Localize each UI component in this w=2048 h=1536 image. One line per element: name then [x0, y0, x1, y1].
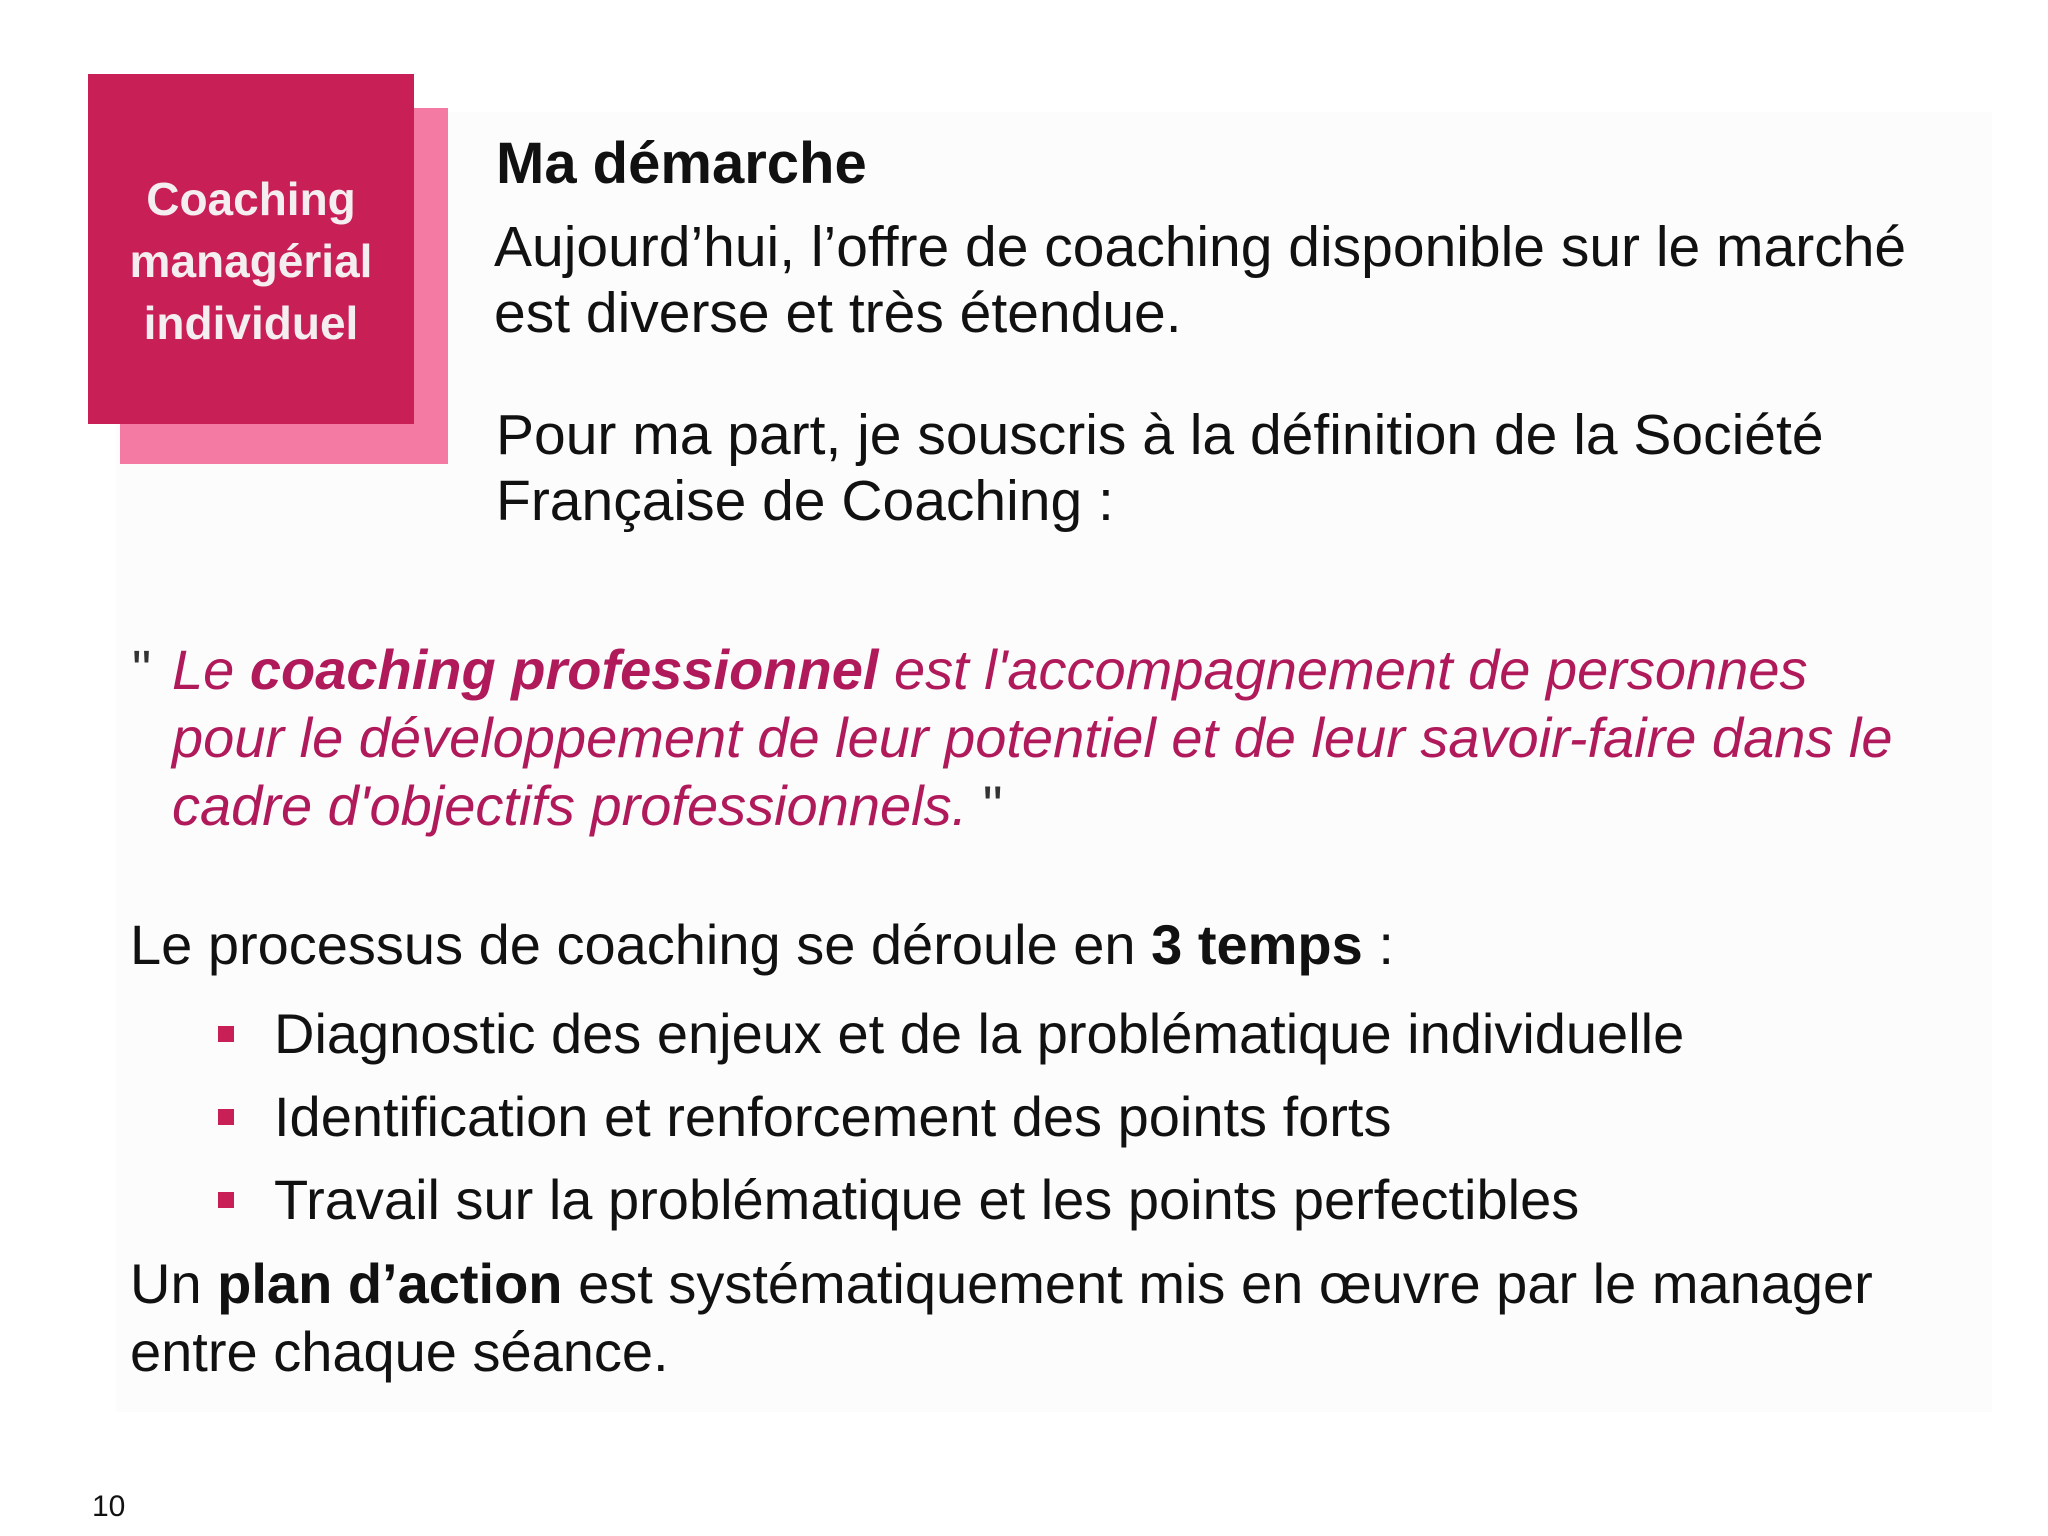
- process-bullet-item-2: [218, 1075, 1898, 1158]
- bullet-square-icon: [218, 1026, 234, 1042]
- badge-line-3: individuel: [143, 297, 359, 349]
- quote-lead: Le: [172, 638, 235, 701]
- process-bold: 3 temps: [1151, 913, 1363, 976]
- bullet-text-1: Diagnostic des enjeux et de la problématique individuelle: [274, 1002, 1685, 1065]
- quote-line-3: cadre d'objectifs professionnels.: [172, 774, 968, 837]
- action-plan-paragraph: [130, 1250, 1970, 1386]
- quote-close-mark: ": [982, 774, 1003, 837]
- quote-bold-term: coaching professionnel: [249, 638, 879, 701]
- intro-paragraph-1-line-1: Aujourd’hui, l’offre de coaching disponible sur le marché: [494, 215, 1907, 279]
- intro-paragraph-1-line-2: est diverse et très étendue.: [494, 281, 1182, 345]
- process-prefix: Le processus de coaching se déroule en: [130, 913, 1136, 976]
- badge-line-1: Coaching: [146, 173, 356, 225]
- quote-body: [172, 636, 1972, 840]
- bullet-square-icon: [218, 1109, 234, 1125]
- action-prefix: Un: [130, 1252, 202, 1315]
- process-bullet-item-1: [218, 992, 1898, 1075]
- intro-paragraph-2: [496, 402, 1956, 534]
- intro-paragraph-2-line-1: Pour ma part, je souscris à la définition de la Société: [496, 403, 1824, 467]
- quote-line-2: pour le développement de leur potentiel et de leur savoir-faire dans le: [172, 706, 1893, 769]
- bullet-square-icon: [218, 1192, 234, 1208]
- coaching-definition-quote: [132, 636, 1972, 840]
- process-bullet-list: [218, 992, 1898, 1241]
- coaching-badge: [88, 74, 414, 424]
- process-suffix: :: [1362, 913, 1394, 976]
- badge-line-2: managérial: [129, 235, 373, 287]
- action-line-2: entre chaque séance.: [130, 1320, 669, 1383]
- action-bold: plan d’action: [217, 1252, 563, 1315]
- intro-paragraph-1: [494, 214, 1954, 346]
- process-bullet-item-3: [218, 1158, 1898, 1241]
- section-title: Ma démarche: [496, 131, 867, 196]
- bullet-text-3: Travail sur la problématique et les points perfectibles: [274, 1168, 1580, 1231]
- action-suffix: est systématiquement mis en œuvre par le manager: [578, 1252, 1873, 1315]
- page-number: 10: [92, 1490, 126, 1523]
- quote-open-mark: ": [132, 640, 152, 700]
- bullet-text-2: Identification et renforcement des points forts: [274, 1085, 1392, 1148]
- intro-paragraph-2-line-2: Française de Coaching :: [496, 469, 1114, 533]
- quote-line-1-rest: est l'accompagnement de personnes: [893, 638, 1808, 701]
- process-intro: [130, 910, 1970, 980]
